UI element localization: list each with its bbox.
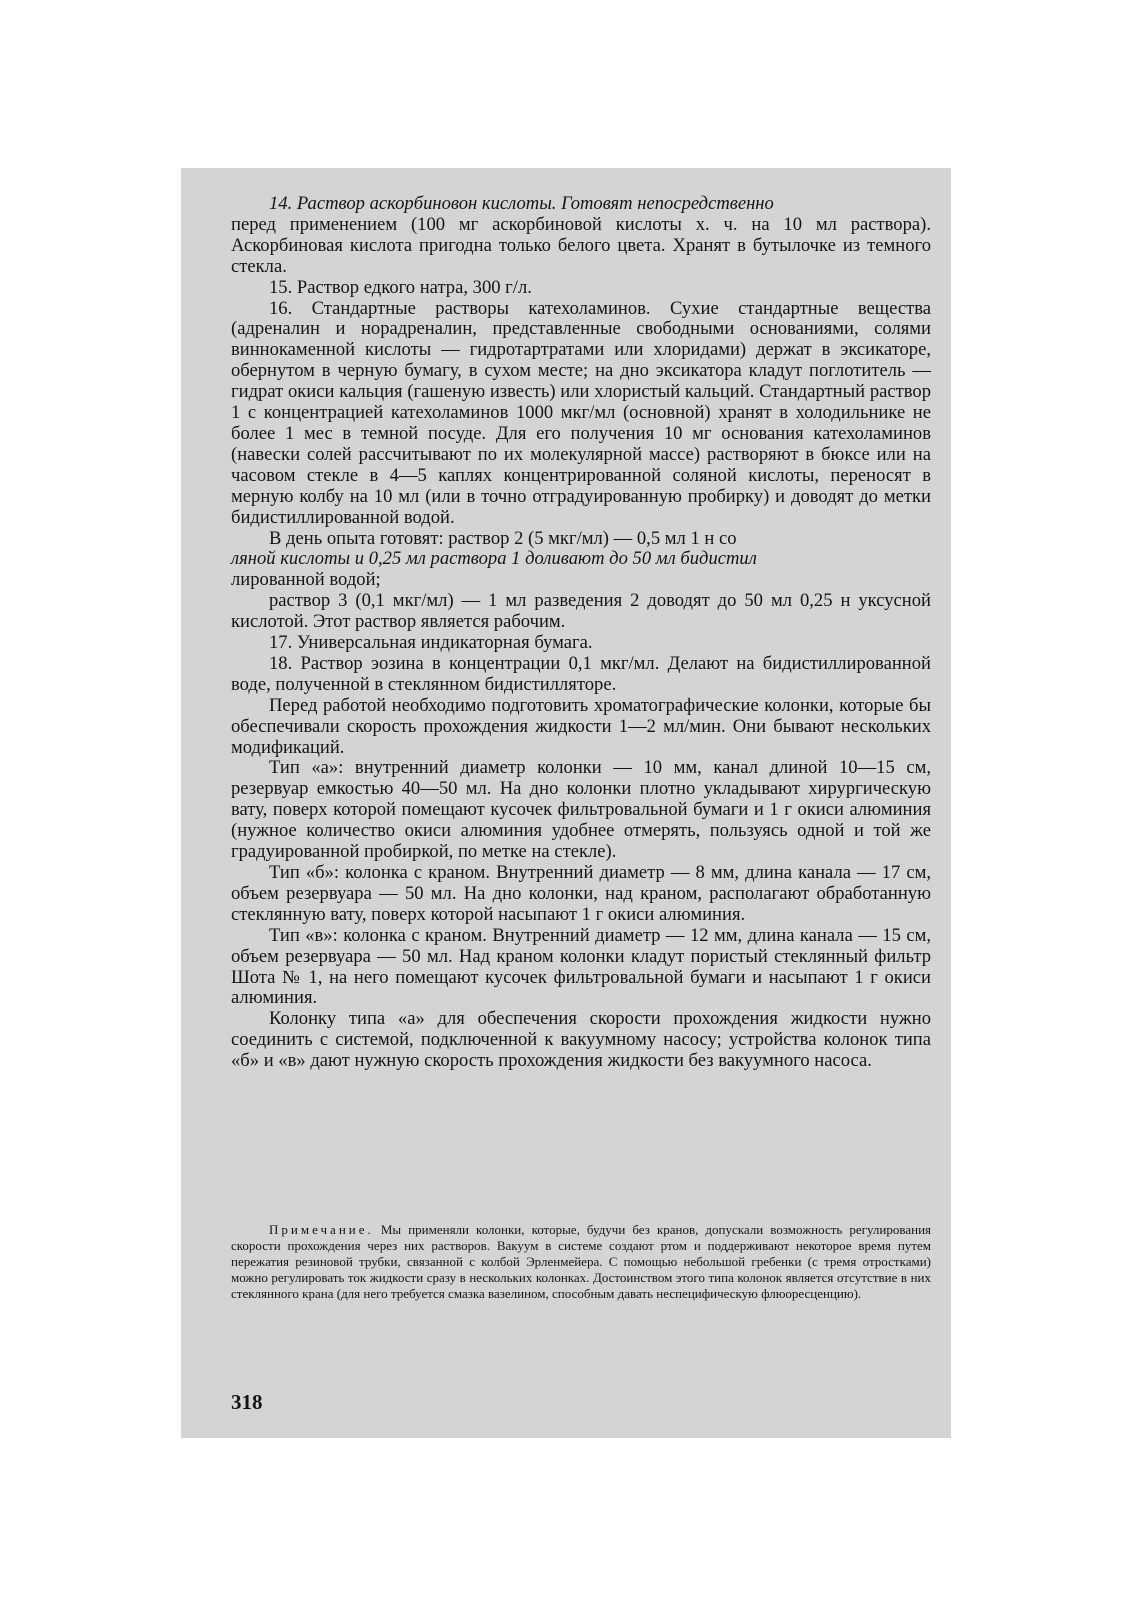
page-content [231,193,932,1414]
paragraph-type-a: Тип «а»: внутренний диаметр колонки — 10 мм, канал длиной 10—15 см, резервуар емкостью 40—50 мл. На дно колонки плотно укладывают хирургическую вату, поверх которой помещают кусочек фильтровальной бумаги и 1 г окиси алюминия (нужное количество окиси алюминия удобнее отмерять, пользуясь одной и той же градуированной пробиркой, по метке на стекле). [231,757,931,863]
paragraph-16-day-c: лированной водой; [231,569,381,591]
paragraph-type-b: Тип «б»: колонка с краном. Внутренний диаметр — 8 мм, длина канала — 17 см, объем резервуара — 50 мл. На дно колонки, над краном, располагают обработанную стеклянную вату, поверх которой насыпают 1 г окиси алюминия. [231,862,931,925]
paragraph-14-title: 14. Раствор аскорбиновон кислоты. Готовят непосредственно [269,193,774,214]
paragraph-column-a: Колонку типа «а» для обеспечения скорости прохождения жидкости нужно соединить с системой, подключенной к вакуумному насосу; устройства колонок типа «б» и «в» дают нужную скорость прохождения жидкости без вакуумного насоса. [231,1008,931,1072]
paragraph-14-body: перед применением (100 мг аскорбиновой кислоты х. ч. на 10 мл раствора). Аскорбиновая кислота пригодна только белого цвета. Хранят в бутылочке из темного стекла. [231,213,931,277]
page-number: 318 [231,1390,263,1414]
paragraph-16-day-a: В день опыта готовят: раствор 2 (5 мкг/мл) — 0,5 мл 1 н со [269,527,737,549]
paragraph-16-day-b: ляной кислоты и 0,25 мл раствора 1 доливают до 50 мл бидистил [231,548,757,570]
paragraph-17: 17. Универсальная индикаторная бумага. [269,632,593,654]
footnote [231,1222,931,1302]
footnote-text: Мы применяли колонки, которые, будучи без кранов, допускали возможность регулирования скорости прохождения через них растворов. Вакуум в системе создают ртом и поддерживают некоторое время путем пережатия резиновой трубки, связанной с колбой Эрленмейера. С помощью небольшой гребенки (с тремя отростками) можно регулировать ток жидкости сразу в нескольких колонках. Достоинством этого типа колонок является отсутствие в них стеклянного крана (для него требуется смазка вазелином, способным давать неспецифическую флюоресценцию). [231,1222,932,1302]
main-text [231,194,931,1072]
scanned-page [181,168,951,1438]
paragraph-18: 18. Раствор эозина в концентрации 0,1 мкг/мл. Делают на бидистиллированной воде, полученной в стеклянном бидистилляторе. [231,652,931,695]
paragraph-15: 15. Раствор едкого натра, 300 г/л. [269,276,532,298]
paragraph-16-solution-3: раствор 3 (0,1 мкг/мл) — 1 мл разведения 2 доводят до 50 мл 0,25 н уксусной кислотой. Этот раствор является рабочим. [231,590,931,633]
paragraph-preparation: Перед работой необходимо подготовить хроматографические колонки, которые бы обеспечивали скорость прохождения жидкости 1—2 мл/мин. Они бывают нескольких модификаций. [231,694,931,758]
footnote-label: Примечание. [269,1222,374,1237]
paragraph-type-v: Тип «в»: колонка с краном. Внутренний диаметр — 12 мм, длина канала — 15 см, объем резервуара — 50 мл. Над краном колонки кладут пористый стеклянный фильтр Шота № 1, на него помещают кусочек фильтровальной бумаги и насыпают 1 г окиси алюминия. [231,924,931,1009]
paragraph-16: 16. Стандартные растворы катехоламинов. Сухие стандартные вещества (адреналин и норадреналин, представленные свободными основаниями, солями виннокаменной кислоты — гидротартратами или хлоридами) держат в эксикаторе, обернутом в черную бумагу, в сухом месте; на дно эксикатора кладут поглотитель — гидрат окиси кальция (гашеную известь) или хлористый кальций. Стандартный раствор 1 с концентрацией катехоламинов 1000 мкг/мл (основной) хранят в холодильнике не более 1 мес в темной посуде. Для его получения 10 мг основания катехоламинов (навески солей рассчитывают по их молекулярной массе) растворяют в бюксе или на часовом стекле в 4—5 каплях концентрированной соляной кислоты, переносят в мерную колбу на 10 мл (или в точно отградуированную пробирку) и доводят до метки бидистиллированной водой. [231,297,931,528]
